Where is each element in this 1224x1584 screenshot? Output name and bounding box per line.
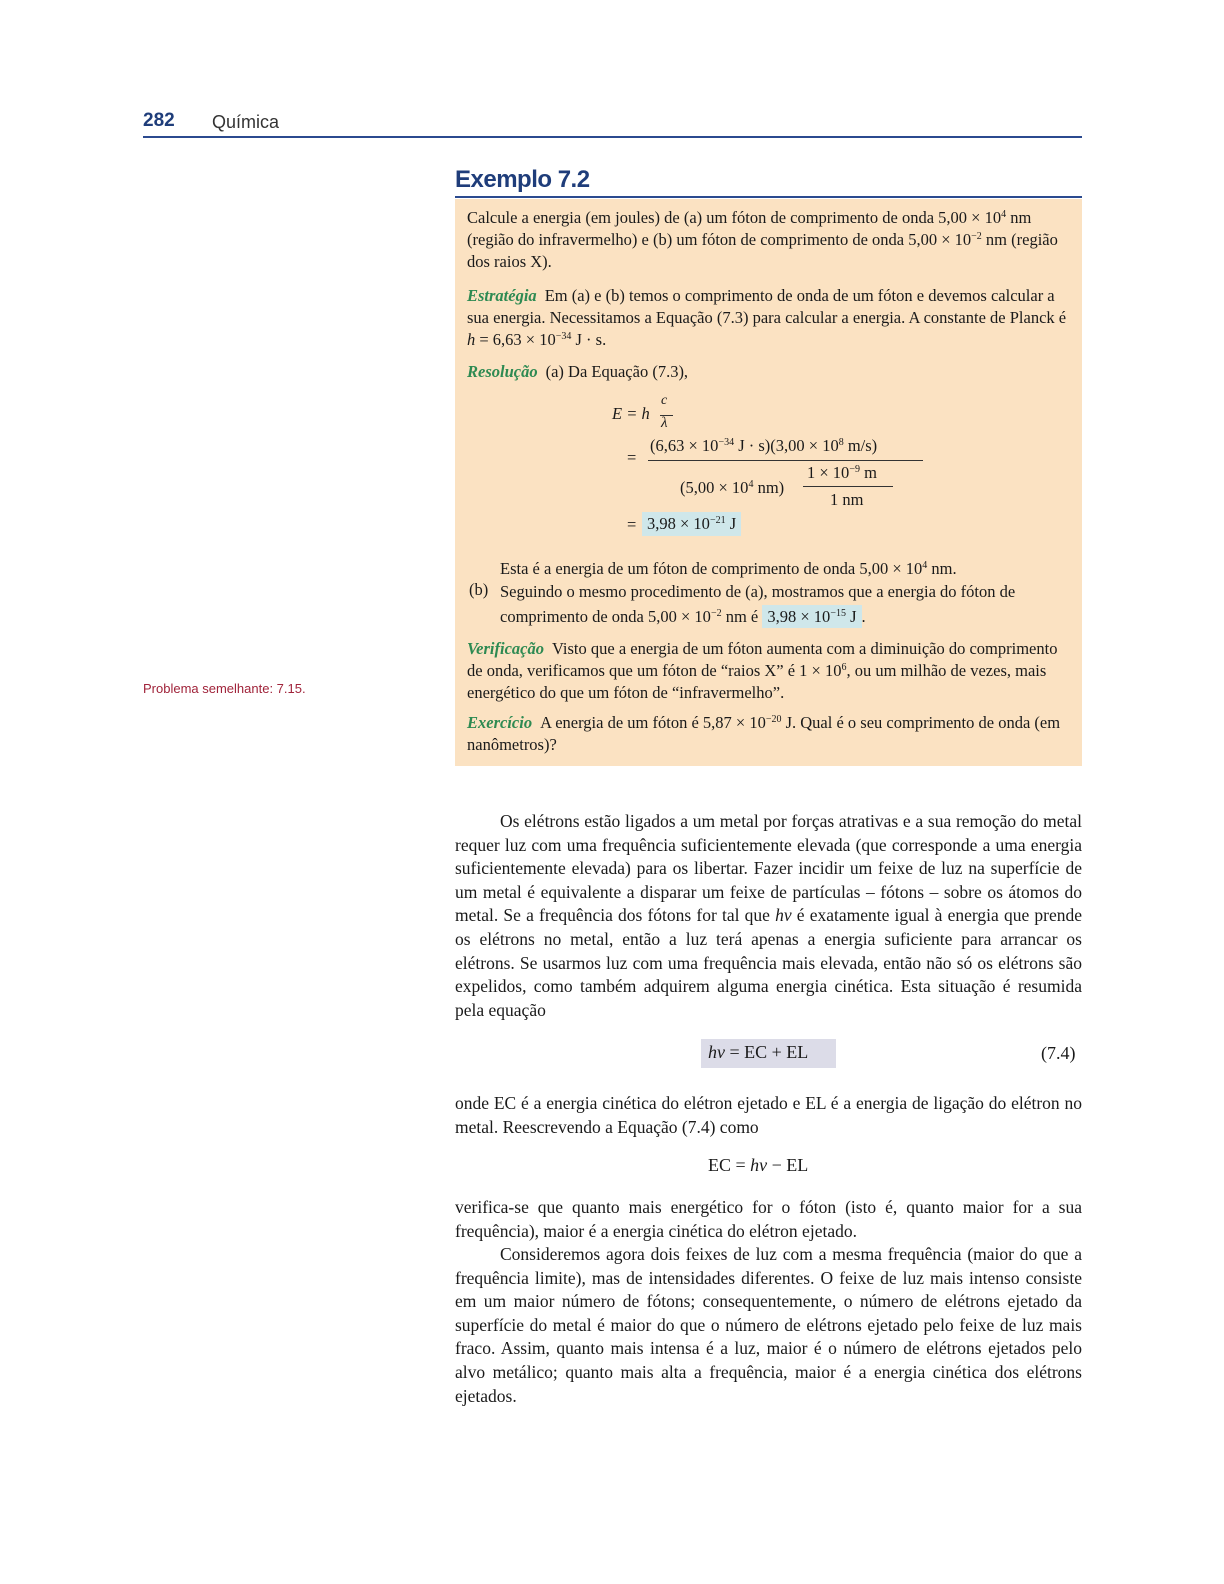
example-exercise: Exercício A energia de um fóton é $5,87 \times 10^{-20}$ J. Qual é o seu comprimento de onda (em nanômetros)? xyxy=(467,713,1061,754)
math-c: c xyxy=(661,393,668,408)
exercise-label: Exercício xyxy=(467,713,533,732)
resolution-label: Resolução xyxy=(467,362,538,381)
example-verification: Verificação Visto que a energia de um fóton aumenta com a diminuição do comprimento de onda, verificamos que um fóton de “raios X” é $1 \times 10^6$, ou um milhão de vezes, mais energético do que um fóton de “infravermelho”. xyxy=(467,639,1058,702)
example-energy-statement: Esta é a energia de um fóton de comprimento de onda $5,00 \times 10^4$ nm. xyxy=(500,559,957,578)
page-header xyxy=(143,110,1082,138)
example-title: Exemplo 7.2 xyxy=(455,166,1082,198)
paragraph-4: Consideremos agora dois feixes de luz com a mesma frequência (maior do que a frequência limite), mas de intensidades diferentes. O feixe de luz mais intenso consiste em um maior número de fótons; consequentemente, o número de elétrons ejetado da superfície do metal é maior do que o número de elétrons ejetado pelo feixe de luz mais fraco. Assim, quanto mais intensa é a luz, maior é o número de elétrons ejetados pelo alvo metálico; quanto mais alta a frequência, maior é a energia cinética dos elétrons ejetados. xyxy=(455,1244,1082,1406)
equation-number: (7.4) xyxy=(1041,1043,1076,1063)
verification-label: Verificação xyxy=(467,639,544,658)
math-numerator: ($6,63 \times 10^{-34}$ $J \cdot s)(3,00 \times 10^8$ m/s) xyxy=(650,436,878,455)
math-result-equals: = xyxy=(627,515,637,534)
math-line1-lhs: E = h xyxy=(612,404,650,423)
example-resolution: Resolução (a) Da Equação (7.3), xyxy=(467,362,689,381)
equation-rewritten: EC = hν − EL xyxy=(708,1155,809,1175)
math-frac-line-3 xyxy=(803,486,893,487)
strategy-label: Estratégia xyxy=(467,286,537,305)
side-note: Problema semelhante: 7.15. xyxy=(143,681,306,696)
paragraph-2: onde EC é a energia cinética do elétron ejetado e EL é a energia de ligação do elétron no metal. Reescrevendo a Equação (7.4) como xyxy=(455,1093,1082,1137)
math-conv-den: 1 nm xyxy=(830,490,864,509)
math-frac-line-2 xyxy=(648,460,923,461)
math-equals: = xyxy=(627,448,637,467)
example-strategy: Estratégia Em (a) e (b) temos o comprimento de onda de um fóton e devemos calcular a sua energia. Necessitamos a Equação (7.3) para calcular a energia. A constante de Planck é $h = 6,63 \times 10^{-34}$ J · s. xyxy=(467,286,1067,349)
math-result: $3,98 \times 10^{-21}$ J xyxy=(642,512,741,536)
paragraph-1: Os elétrons estão ligados a um metal por forças atrativas e a sua remoção do metal requer luz com uma frequência suficientemente elevada (que corresponde a uma energia suficientemente elevada) para os libertar. Fazer incidir um feixe de luz na superfície de um metal é equivalente a disparar um feixe de partículas – fótons – sobre os átomos do metal. Se a frequência dos fótons for tal que hν é exatamente igual à energia que prende os elétrons no metal, então a luz terá apenas a energia suficiente para arrancar os elétrons. Se usarmos luz com uma frequência mais elevada, então não só os elétrons são expelidos, como também adquirem alguma energia cinética. Esta situação é resumida pela equação xyxy=(455,811,1082,1020)
math-conv-num: $1 \times 10^{-9}$ m xyxy=(807,463,877,482)
running-head: Química xyxy=(212,112,280,132)
part-b-result: $3,98 \times 10^{-15}$ J xyxy=(762,605,861,628)
math-lambda: λ xyxy=(661,415,668,431)
example-part-b: Seguindo o mesmo procedimento de (a), mostramos que a energia do fóton de comprimento de onda $5,00 \times 10^{-2}$ nm é $3,98 \times 10^{-15}$ J . xyxy=(500,582,1016,626)
paragraph-3: verifica-se que quanto mais energético for o fóton (isto é, quanto maior for a sua frequência), maior é a energia cinética do elétron ejetado. xyxy=(455,1197,1082,1241)
math-denominator-left: ($5,00 \times 10^4$ nm) xyxy=(680,478,785,497)
part-b-label: (b) xyxy=(469,580,489,599)
page-number: 282 xyxy=(143,110,175,131)
equation-7-4: hν = EC + EL xyxy=(708,1042,809,1062)
example-statement: Calcule a energia (em joules) de (a) um fóton de comprimento de onda $5,00 \times 10^4$ nm (região do infravermelho) e (b) um fóton de comprimento de onda $5,00 \times 10^{-2}$ nm (região dos raios X). xyxy=(467,208,1058,271)
